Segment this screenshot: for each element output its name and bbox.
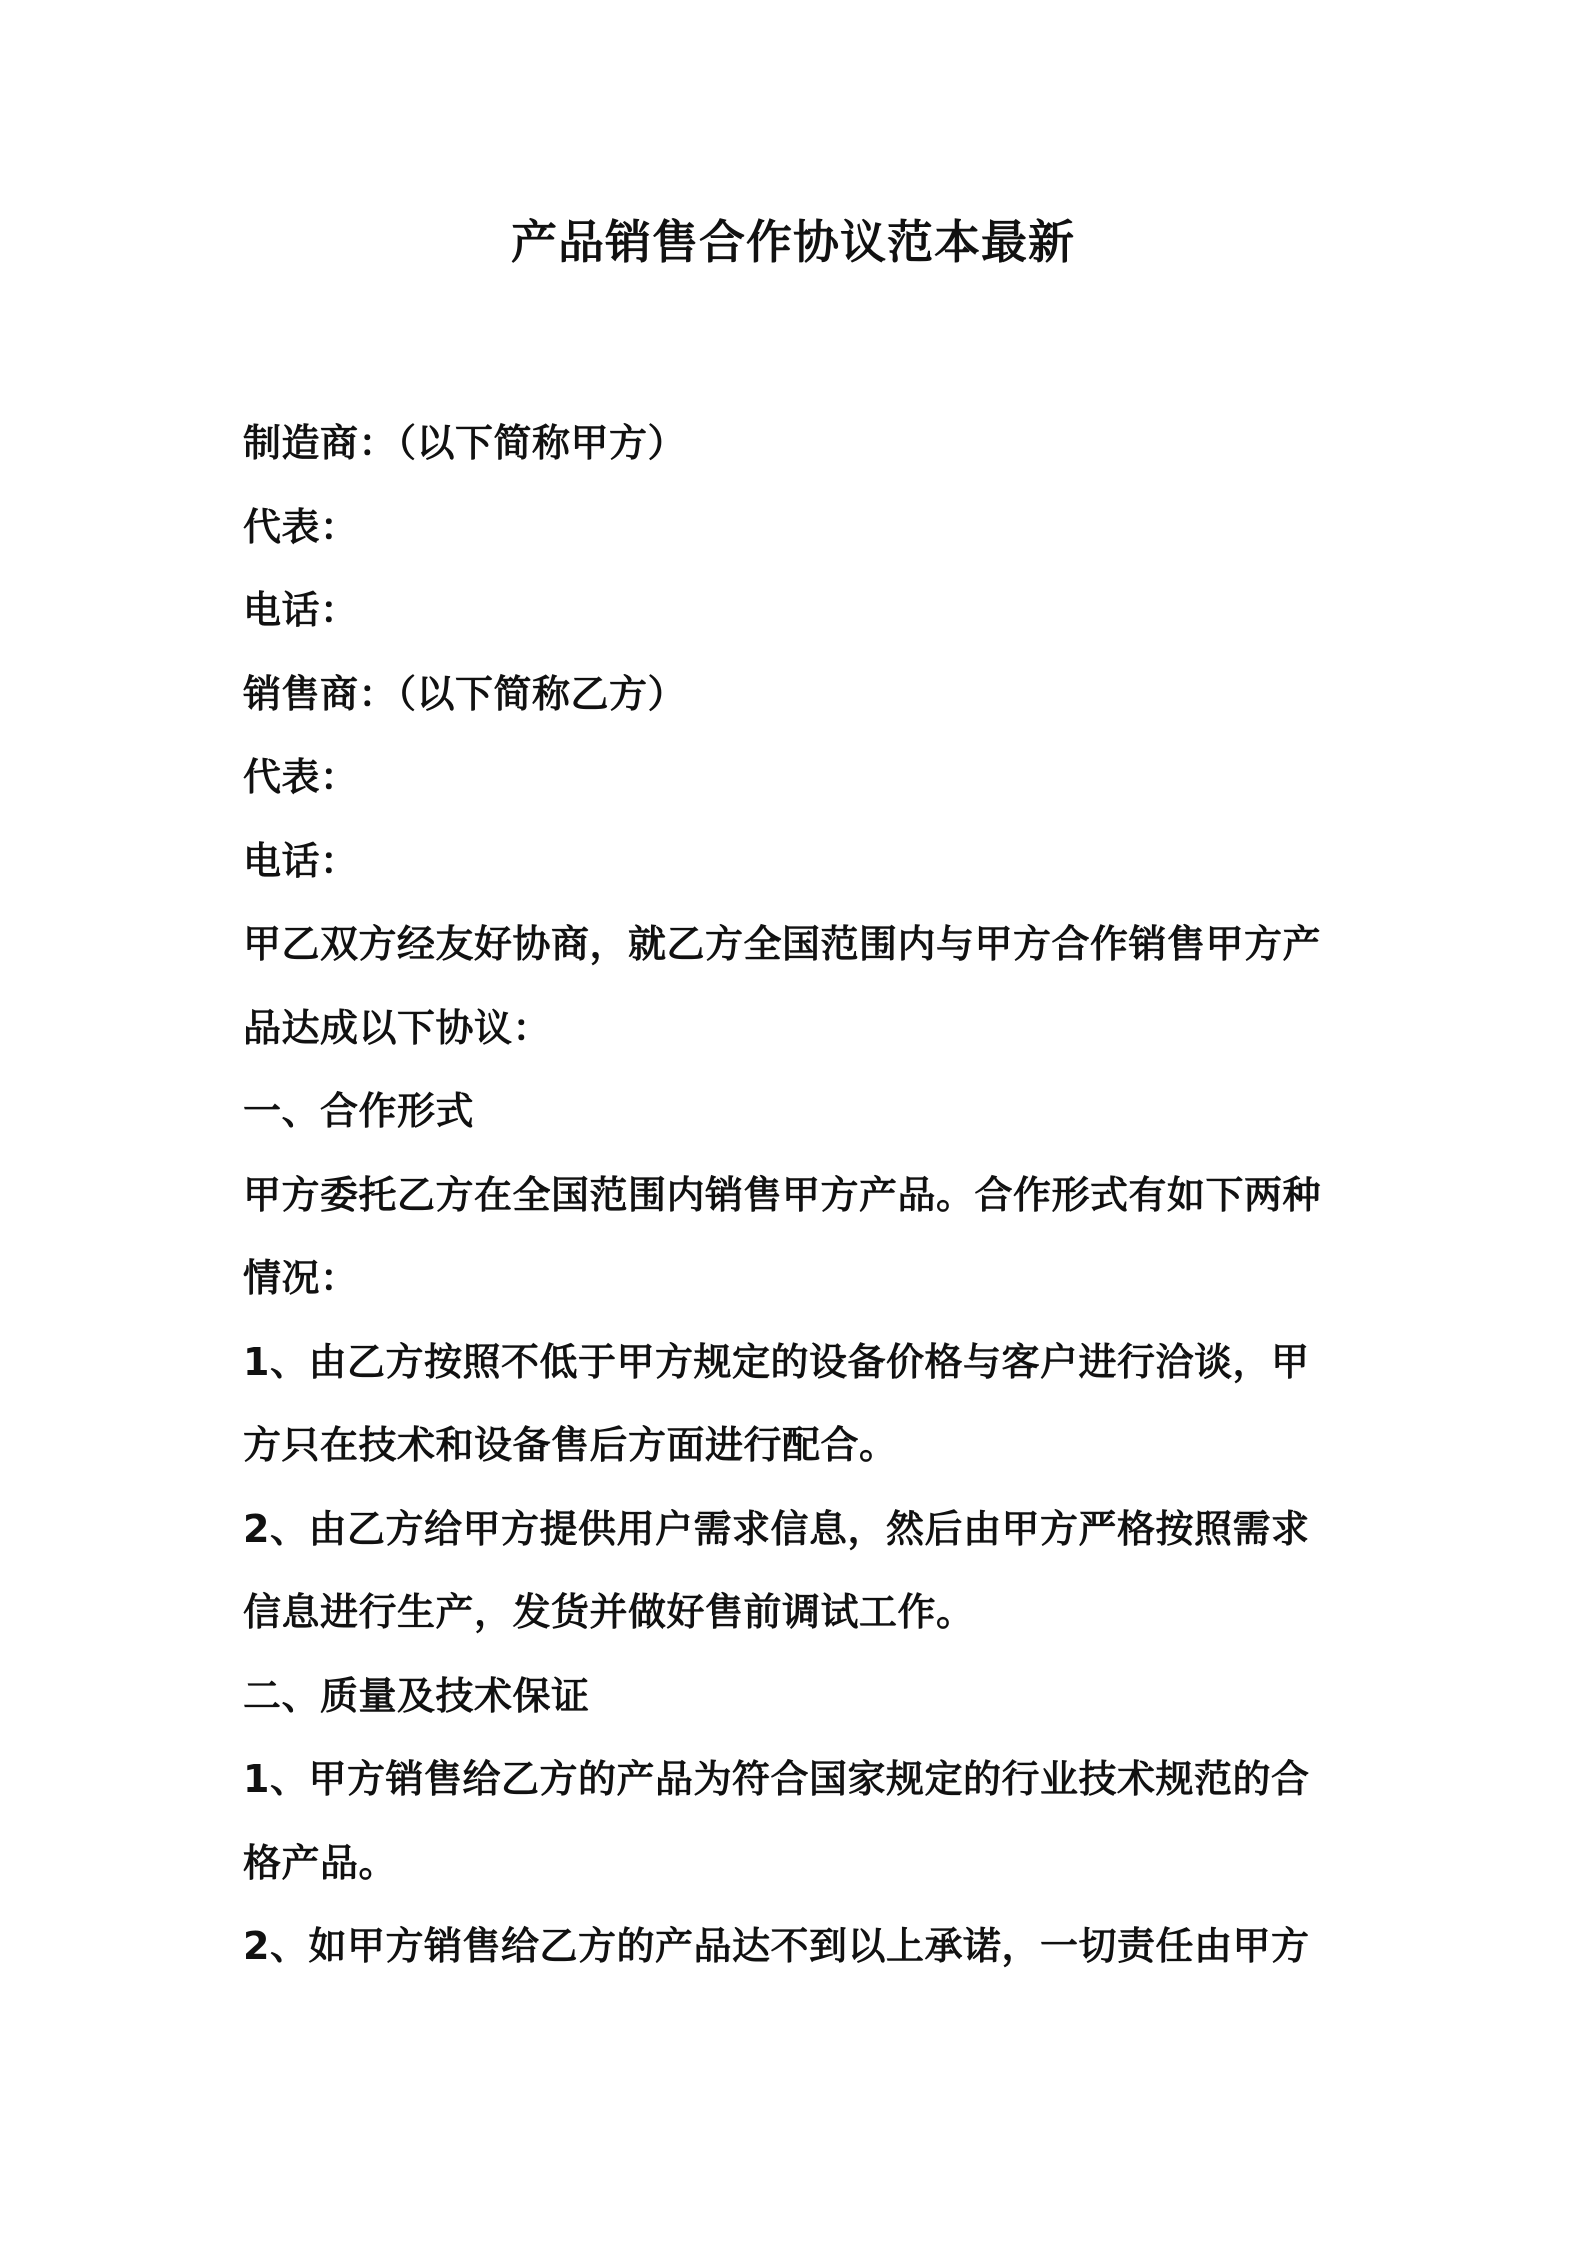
paragraph-line-seller: 销售商：（以下简称乙方） bbox=[243, 671, 687, 716]
paragraph-line: 2、由乙方给甲方提供用户需求信息，然后由甲方严格按照需求 bbox=[243, 1506, 1310, 1551]
document-title: 产品销售合作协议范本最新 bbox=[511, 215, 1075, 269]
paragraph-line: 格产品。 bbox=[243, 1840, 398, 1885]
paragraph-line: 2、如甲方销售给乙方的产品达不到以上承诺，一切责任由甲方 bbox=[243, 1924, 1310, 1968]
paragraph-line-manufacturer-phone: 电话： bbox=[243, 588, 359, 632]
paragraph-line: 甲乙双方经友好协商，就乙方全国范围内与甲方合作销售甲方产 bbox=[243, 922, 1322, 966]
paragraph-line-manufacturer: 制造商：（以下简称甲方） bbox=[243, 421, 687, 465]
paragraph-line: 1、由乙方按照不低于甲方规定的设备价格与客户进行洽谈，甲 bbox=[243, 1339, 1310, 1384]
paragraph-line-manufacturer-rep: 代表： bbox=[243, 504, 359, 549]
paragraph-line-seller-phone: 电话： bbox=[243, 838, 359, 883]
paragraph-line: 1、甲方销售给乙方的产品为符合国家规定的行业技术规范的合 bbox=[243, 1757, 1310, 1801]
paragraph-line: 信息进行生产，发货并做好售前调试工作。 bbox=[243, 1590, 975, 1634]
paragraph-line-seller-rep: 代表： bbox=[243, 755, 359, 799]
section-heading-cooperation: 一、合作形式 bbox=[243, 1089, 475, 1133]
section-heading-quality: 二、质量及技术保证 bbox=[243, 1673, 590, 1718]
paragraph-line: 甲方委托乙方在全国范围内销售甲方产品。合作形式有如下两种 bbox=[243, 1172, 1322, 1217]
paragraph-line: 品达成以下协议： bbox=[243, 1005, 552, 1050]
paragraph-line: 方只在技术和设备售后方面进行配合。 bbox=[243, 1423, 898, 1467]
document-body bbox=[243, 402, 1353, 1989]
paragraph-line: 情况： bbox=[243, 1256, 359, 1300]
